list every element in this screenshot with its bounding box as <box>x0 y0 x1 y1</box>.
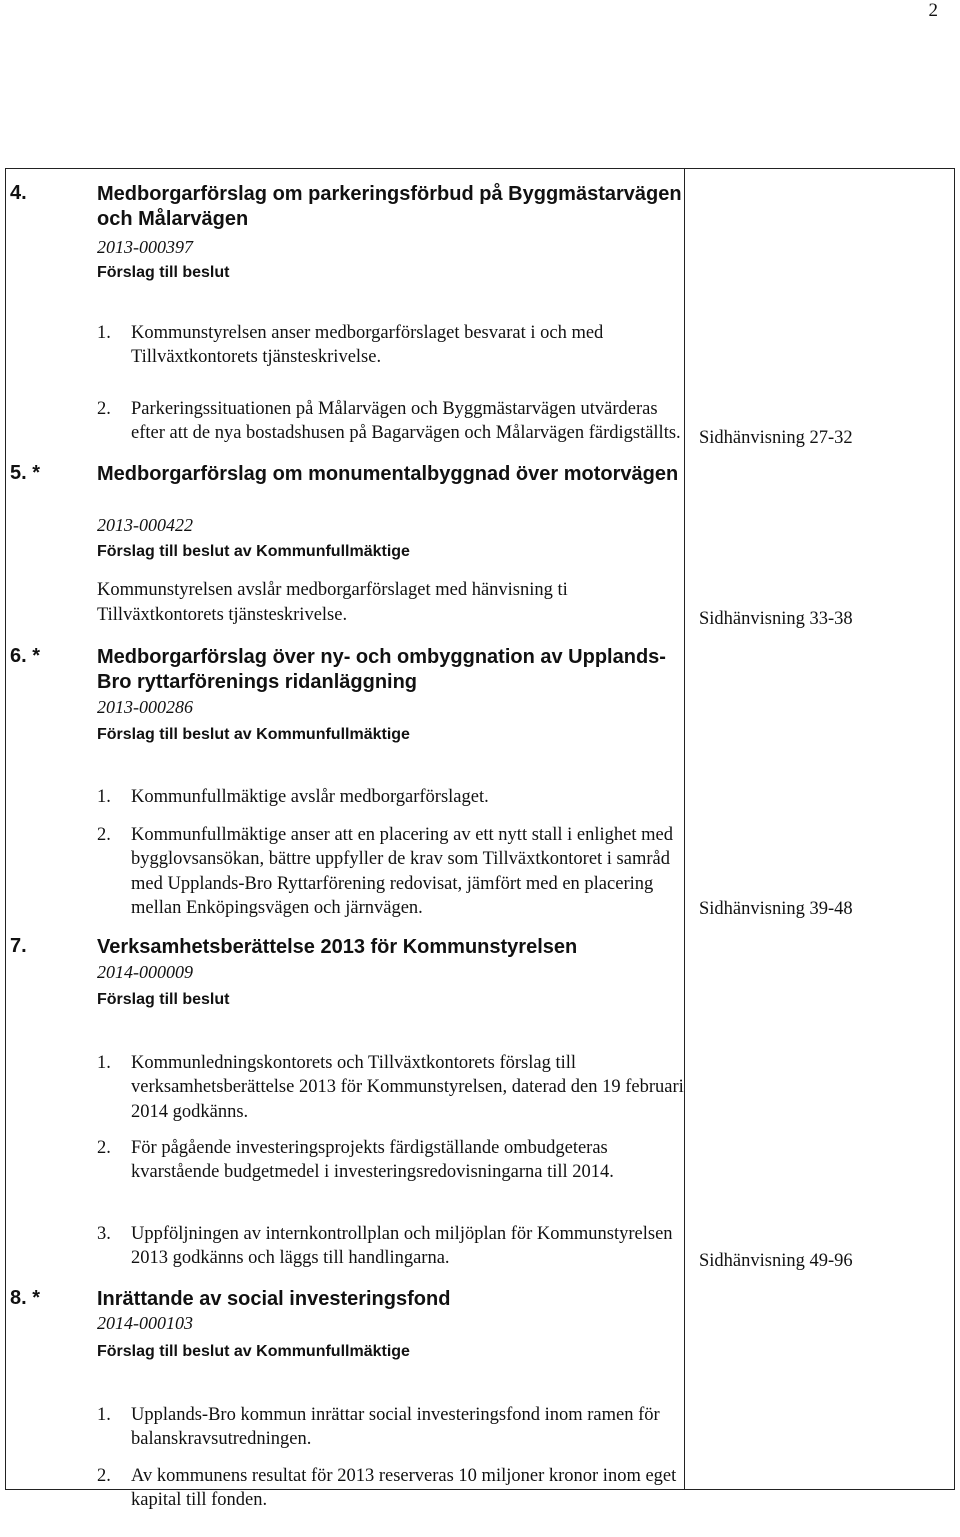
proposal-label: Förslag till beslut av Kommunfullmäktige <box>97 726 410 743</box>
proposal-label: Förslag till beslut av Kommunfullmäktige <box>97 1343 410 1360</box>
point-text: För pågående investeringsprojekts färdigställande ombudgeteras kvarstående budgetmedel i investeringsredovisningarna till 2014. <box>131 1137 614 1182</box>
item-number: 7. <box>10 935 27 957</box>
point-number: 3. <box>97 1223 111 1244</box>
decision-text <box>97 578 677 627</box>
decision-point <box>97 1111 687 1209</box>
case-number: 2013-000286 <box>97 697 193 717</box>
decision-point <box>97 1439 687 1537</box>
item-title: Medborgarförslag om monumentalbyggnad över motorvägen <box>97 463 679 485</box>
point-number: 1. <box>97 1404 111 1425</box>
point-text: Parkeringssituationen på Målarvägen och Byggmästarvägen utvärderas efter att de nya bostadshusen på Bagarvägen och Målarvägen färdigställts. <box>131 398 681 443</box>
point-number: 2. <box>97 824 111 845</box>
page-reference: Sidhänvisning 49-96 <box>699 1251 853 1271</box>
point-number: 2. <box>97 1137 111 1158</box>
point-text: Kommunstyrelsen anser medborgarförslaget besvarat i och med Tillväxtkontorets tjänsteskrivelse. <box>131 322 604 367</box>
item-title: Inrättande av social investeringsfond <box>97 1288 451 1310</box>
proposal-label: Förslag till beslut av Kommunfullmäktige <box>97 543 410 560</box>
point-number: 1. <box>97 322 111 343</box>
point-number: 1. <box>97 1052 111 1073</box>
decision-point <box>97 798 687 945</box>
decision-point <box>97 372 687 470</box>
item-title: Medborgarförslag om parkeringsförbud på Byggmästarvägen och Målarvägen <box>97 183 682 230</box>
point-text: Kommunfullmäktige avslår medborgarförslaget. <box>131 786 489 807</box>
point-text: Upplands-Bro kommun inrättar social investeringsfond inom ramen för balanskravsutredningen. <box>131 1404 660 1449</box>
item-title: Verksamhetsberättelse 2013 för Kommunstyrelsen <box>97 936 578 958</box>
point-number: 1. <box>97 786 111 807</box>
point-text: Kommunfullmäktige anser att en placering av ett nytt stall i enlighet med bygglovsansökan, bättre uppfyller de krav som Tillväxtkontoret i samråd med Upplands-Bro Ryttarförening redovisat, jämfört med en placering mellan Enköpingsvägen och järnvägen. <box>131 824 674 918</box>
page-reference: Sidhänvisning 27-32 <box>699 428 853 448</box>
item-number: 6. * <box>10 645 41 667</box>
proposal-label: Förslag till beslut <box>97 991 230 1008</box>
item-title: Medborgarförslag över ny- och ombyggnation av Upplands-Bro ryttarförenings ridanläggning <box>97 646 666 693</box>
point-number: 2. <box>97 1465 111 1486</box>
item-number: 4. <box>10 182 27 204</box>
decision-point <box>97 1197 687 1295</box>
decision-body: Kommunstyrelsen avslår medborgarförslaget med hänvisning ti Tillväxtkontorets tjänsteskrivelse. <box>97 580 568 625</box>
case-number: 2013-000422 <box>97 515 193 535</box>
point-text: Av kommunens resultat för 2013 reserveras 10 miljoner kronor inom eget kapital till fonden. <box>131 1465 677 1510</box>
page-reference: Sidhänvisning 33-38 <box>699 609 853 629</box>
page-number: 2 <box>928 0 938 21</box>
point-text: Kommunledningskontorets och Tillväxtkontorets förslag till verksamhetsberättelse 2013 för Kommunstyrelsen, daterad den 19 februari 2014 godkänns. <box>131 1052 684 1122</box>
page-reference: Sidhänvisning 39-48 <box>699 899 853 919</box>
case-number: 2013-000397 <box>97 237 193 257</box>
case-number: 2014-000103 <box>97 1313 193 1333</box>
proposal-label: Förslag till beslut <box>97 264 230 281</box>
point-text: Uppföljningen av internkontrollplan och miljöplan för Kommunstyrelsen 2013 godkänns och läggs till handlingarna. <box>131 1223 673 1268</box>
item-number: 8. * <box>10 1287 41 1309</box>
item-number: 5. * <box>10 462 41 484</box>
case-number: 2014-000009 <box>97 962 193 982</box>
point-number: 2. <box>97 398 111 419</box>
